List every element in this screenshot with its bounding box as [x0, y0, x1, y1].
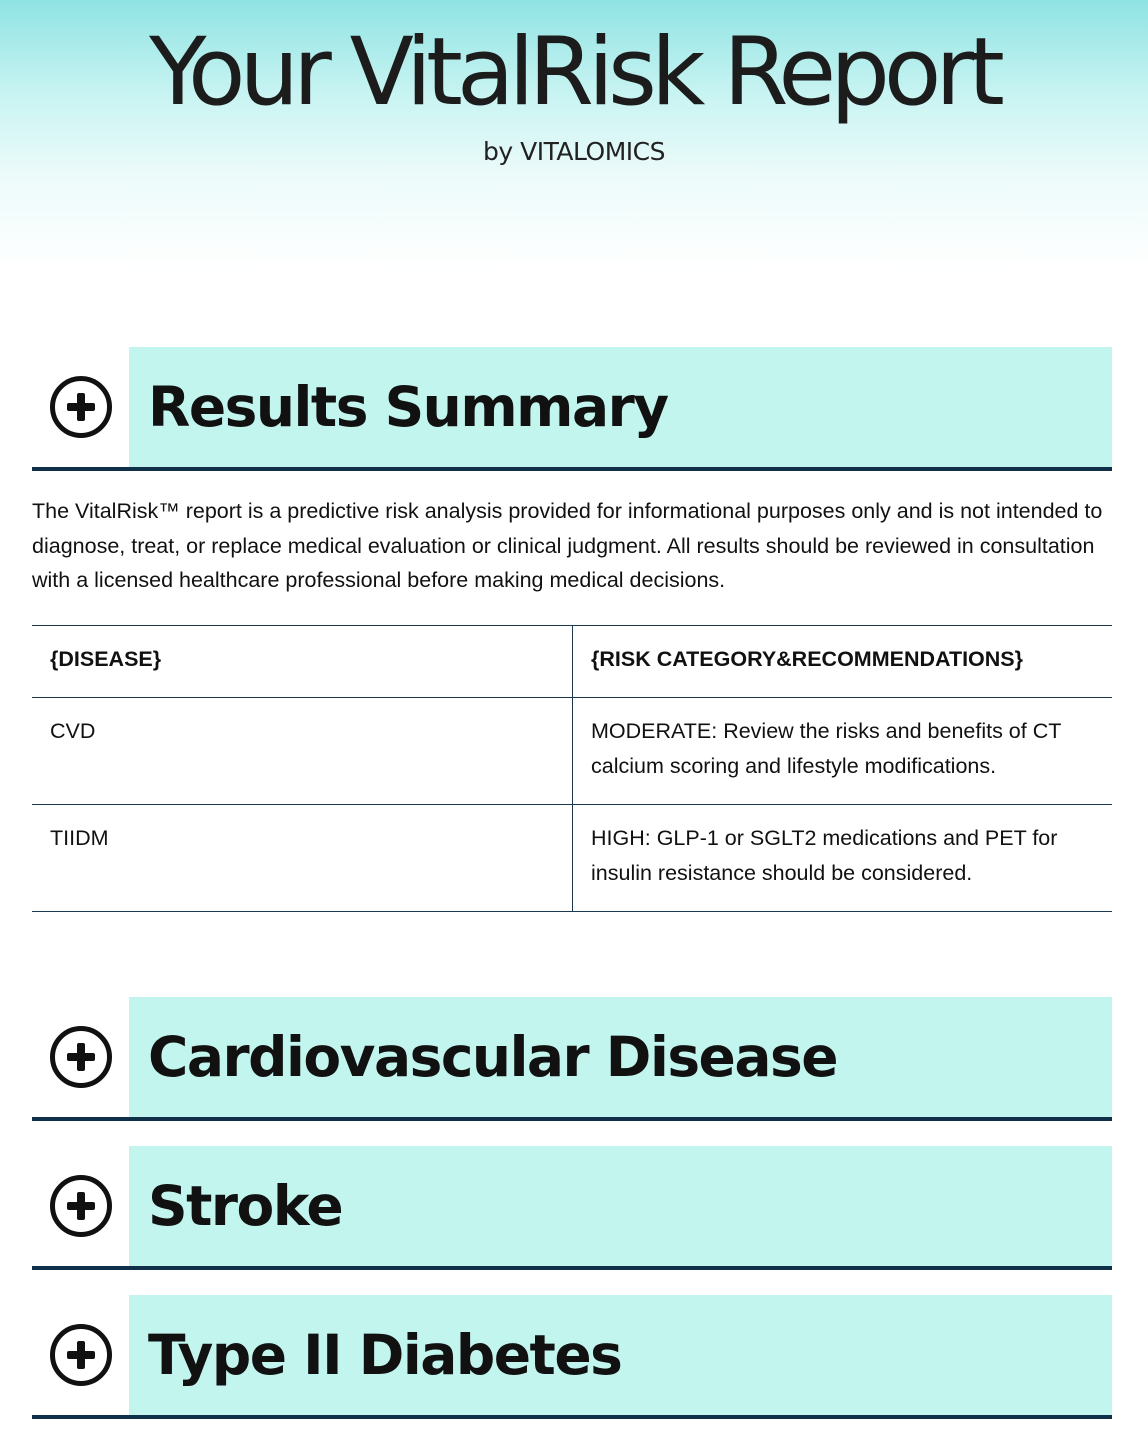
table-row	[32, 698, 1112, 805]
section-results-summary[interactable]	[32, 347, 1112, 471]
plus-circle-icon[interactable]	[50, 1175, 112, 1237]
table-header-risk: {RISK CATEGORY&RECOMMENDATIONS}	[573, 626, 1113, 698]
plus-circle-icon[interactable]	[50, 1026, 112, 1088]
section-title-type-ii-diabetes: Type II Diabetes	[148, 1323, 622, 1387]
section-cardiovascular-disease[interactable]	[32, 997, 1112, 1121]
disclaimer-text: The VitalRisk™ report is a predictive risk analysis provided for informational purposes only and is not intended to diagnose, treat, or replace medical evaluation or clinical judgment. All results should be reviewed in consultation with a licensed healthcare professional before making medical decisions.	[32, 499, 1103, 592]
section-title-results-summary: Results Summary	[148, 375, 668, 439]
table-header-row	[32, 626, 1112, 698]
section-stroke[interactable]	[32, 1146, 1112, 1270]
page-title: Your VitalRisk Report	[149, 18, 999, 127]
table-cell-disease: TIIDM	[32, 805, 573, 912]
results-table	[32, 625, 1112, 912]
table-cell-recommendation: HIGH: GLP-1 or SGLT2 medications and PET for insulin resistance should be considered.	[573, 805, 1113, 912]
section-title-cardiovascular-disease: Cardiovascular Disease	[148, 1025, 838, 1089]
report-header	[0, 0, 1148, 270]
table-cell-recommendation: MODERATE: Review the risks and benefits of CT calcium scoring and lifestyle modifications.	[573, 698, 1113, 805]
page-subtitle: by VITALOMICS	[482, 137, 665, 166]
section-type-ii-diabetes[interactable]	[32, 1295, 1112, 1419]
plus-circle-icon[interactable]	[50, 376, 112, 438]
table-row	[32, 805, 1112, 912]
plus-circle-icon[interactable]	[50, 1324, 112, 1386]
section-title-stroke: Stroke	[148, 1174, 343, 1238]
table-header-disease: {DISEASE}	[32, 626, 573, 698]
table-cell-disease: CVD	[32, 698, 573, 805]
